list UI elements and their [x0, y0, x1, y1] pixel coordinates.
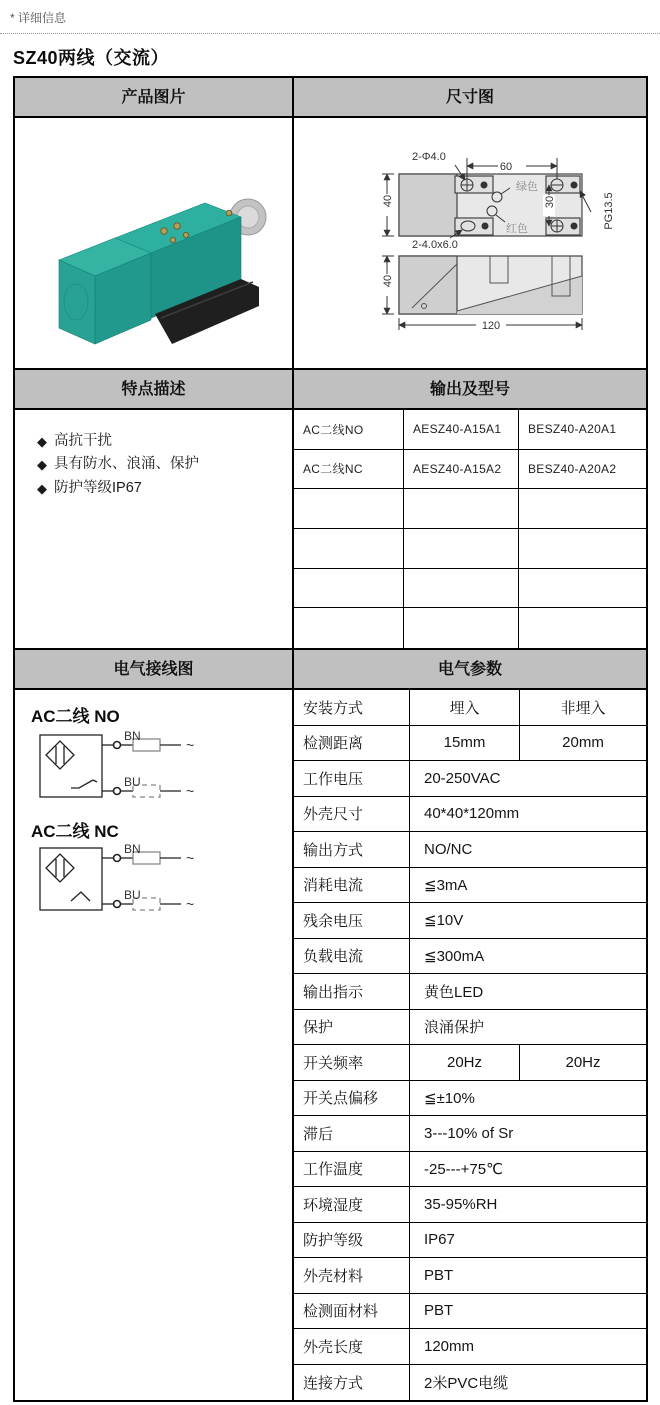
wire-bn-label: BN	[124, 729, 141, 743]
wiring-header: 电气接线图	[15, 650, 294, 688]
param-value: 20-250VAC	[424, 769, 501, 787]
param-row	[294, 1365, 646, 1401]
param-row	[294, 1045, 646, 1081]
params-table	[294, 690, 646, 1400]
params-header: 电气参数	[437, 661, 502, 678]
param-row	[294, 1081, 646, 1117]
wiring-no-title: AC二线 NO	[31, 707, 120, 726]
param-row	[294, 797, 646, 833]
param-label: 开关频率	[294, 1045, 410, 1080]
dim-40-side: 40	[382, 274, 394, 288]
param-value: 3---10% of Sr	[424, 1124, 514, 1142]
param-row	[294, 1223, 646, 1259]
section-header-row	[15, 78, 646, 118]
param-label: 连接方式	[294, 1365, 410, 1401]
model-number: BESZ40-A20A2	[528, 461, 617, 476]
section-header-row	[15, 368, 646, 410]
diamond-bullet-icon: ◆	[37, 457, 47, 473]
dim-40-top: 40	[382, 194, 394, 208]
feature-item	[37, 477, 284, 500]
param-value: ≦300mA	[424, 947, 485, 965]
feature-text: 高抗干扰	[54, 433, 112, 449]
model-row	[294, 410, 646, 450]
wire-bu-label: BU	[124, 775, 141, 789]
param-row	[294, 1294, 646, 1330]
product-image-header: 产品图片	[15, 78, 294, 116]
param-row	[294, 903, 646, 939]
dim-hole-label: 2-Φ4.0	[412, 151, 446, 163]
feature-item	[37, 453, 284, 476]
dimension-diagram	[294, 118, 646, 368]
section-header-row	[15, 648, 646, 690]
model-number	[404, 529, 519, 568]
param-label: 防护等级	[294, 1223, 410, 1258]
param-value: PBT	[424, 1302, 454, 1320]
model-row	[294, 608, 646, 648]
param-label: 外壳材料	[294, 1258, 410, 1293]
model-number	[519, 489, 646, 528]
param-value: IP67	[424, 1231, 455, 1249]
dim-60: 60	[499, 161, 513, 173]
dimension-diagram-cell	[294, 118, 646, 368]
product-photo	[15, 118, 294, 368]
param-row	[294, 1329, 646, 1365]
model-number: AESZ40-A15A1	[404, 410, 519, 449]
param-value: 120mm	[424, 1337, 475, 1355]
param-value: 20Hz	[565, 1053, 601, 1071]
wiring-diagram-cell	[15, 690, 294, 1400]
param-value: ≦10V	[424, 912, 464, 930]
diamond-bullet-icon: ◆	[37, 434, 47, 449]
param-value: ≦3mA	[424, 876, 468, 894]
param-row	[294, 1187, 646, 1223]
page-title: SZ40两线（交流）	[13, 48, 170, 68]
model-number: BESZ40-A20A1	[528, 422, 617, 437]
param-row	[294, 1010, 646, 1046]
param-value: -25---+75℃	[424, 1160, 503, 1178]
param-row	[294, 761, 646, 797]
diamond-bullet-icon: ◆	[37, 480, 47, 496]
ac-tilde: ~	[186, 896, 195, 912]
features-header: 特点描述	[15, 370, 294, 408]
param-value: 40*40*120mm	[424, 805, 520, 823]
model-row	[294, 569, 646, 609]
red-led-label: 红色	[506, 223, 528, 235]
param-row	[294, 832, 646, 868]
param-value: 20mm	[562, 734, 604, 752]
thread-label: PG13.5	[603, 192, 615, 230]
param-label: 消耗电流	[294, 868, 410, 903]
model-row	[294, 489, 646, 529]
param-value: NO/NC	[424, 840, 473, 858]
wiring-nc-title: AC二线 NC	[31, 822, 119, 841]
param-row	[294, 1152, 646, 1188]
param-row	[294, 974, 646, 1010]
feature-item	[37, 430, 284, 453]
param-label: 工作电压	[294, 761, 410, 796]
model-number	[519, 529, 646, 568]
param-row	[294, 939, 646, 975]
model-number	[404, 569, 519, 608]
detail-info-note: * 详细信息	[0, 0, 660, 34]
dimension-header: 尺寸图	[445, 89, 494, 106]
param-label: 环境湿度	[294, 1187, 410, 1222]
param-value: 埋入	[410, 690, 520, 725]
wiring-diagram	[15, 690, 294, 1400]
param-label: 外壳长度	[294, 1329, 410, 1364]
param-label: 输出方式	[294, 832, 410, 867]
ac-tilde: ~	[186, 783, 195, 799]
params-cell	[294, 690, 646, 1400]
param-label: 检测距离	[294, 726, 410, 761]
wire-bn-label: BN	[124, 842, 141, 856]
param-value: 2米PVC电缆	[424, 1374, 509, 1392]
model-row	[294, 529, 646, 569]
models-cell	[294, 410, 646, 648]
features-cell	[15, 410, 294, 648]
param-row	[294, 868, 646, 904]
model-number	[404, 489, 519, 528]
param-value: 黄色LED	[424, 983, 484, 1001]
param-row	[294, 1258, 646, 1294]
param-row	[294, 726, 646, 762]
param-label: 外壳尺寸	[294, 797, 410, 832]
model-output-type: AC二线NC	[294, 450, 404, 489]
model-output-type	[294, 529, 404, 568]
feature-text: 防护等级IP67	[54, 479, 142, 496]
model-number	[404, 608, 519, 648]
param-value: ≦±10%	[424, 1089, 475, 1107]
green-led-label: 绿色	[516, 181, 538, 193]
param-label: 安装方式	[294, 690, 410, 725]
ac-tilde: ~	[186, 737, 195, 753]
model-number: AESZ40-A15A2	[404, 450, 519, 489]
param-label: 检测面材料	[294, 1294, 410, 1329]
model-row	[294, 450, 646, 490]
product-photo-cell	[15, 118, 294, 368]
param-label: 残余电压	[294, 903, 410, 938]
model-output-type: AC二线NO	[294, 410, 404, 449]
param-row	[294, 690, 646, 726]
wire-bu-label: BU	[124, 888, 141, 902]
model-output-type	[294, 608, 404, 648]
param-value: 非埋入	[560, 699, 606, 717]
ac-tilde: ~	[186, 850, 195, 866]
models-table	[294, 410, 646, 648]
slot-label: 2-4.0x6.0	[412, 239, 458, 251]
param-value: 15mm	[410, 726, 520, 761]
param-label: 开关点偏移	[294, 1081, 410, 1116]
output-models-header: 输出及型号	[429, 381, 510, 398]
param-label: 保护	[294, 1010, 410, 1045]
model-output-type	[294, 569, 404, 608]
param-label: 输出指示	[294, 974, 410, 1009]
param-value: PBT	[424, 1266, 454, 1284]
param-value: 浪涌保护	[424, 1019, 485, 1037]
param-value: 20Hz	[410, 1045, 520, 1080]
spec-table	[13, 76, 648, 1402]
model-output-type	[294, 489, 404, 528]
param-label: 工作温度	[294, 1152, 410, 1187]
param-value: 35-95%RH	[424, 1195, 498, 1213]
dim-120: 120	[481, 320, 501, 332]
model-number	[519, 569, 646, 608]
param-label: 滞后	[294, 1116, 410, 1151]
feature-text: 具有防水、浪涌、保护	[54, 456, 199, 473]
model-number	[519, 608, 646, 648]
param-row	[294, 1116, 646, 1152]
param-label: 负载电流	[294, 939, 410, 974]
dim-30: 30	[544, 195, 556, 209]
